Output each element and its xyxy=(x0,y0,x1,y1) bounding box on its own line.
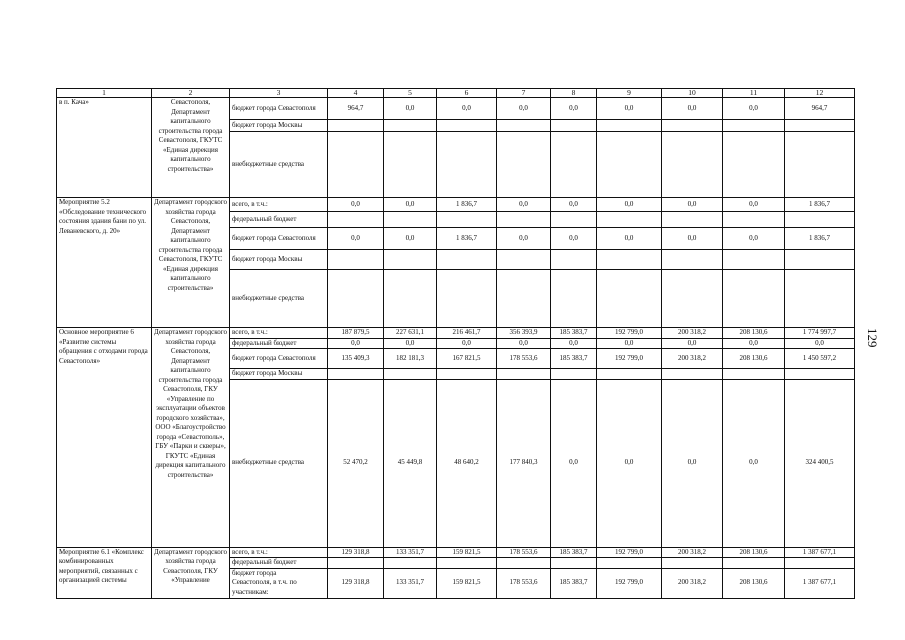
value-cell: 0,0 xyxy=(597,198,662,212)
executor-cell: Департамент городского хозяйства города Севастополя, ГКУ «Управление xyxy=(152,547,230,598)
value-cell: 0,0 xyxy=(551,338,597,349)
funding-source: бюджет города Севастополя xyxy=(230,98,328,120)
value-cell: 0,0 xyxy=(437,338,497,349)
value-cell: 0,0 xyxy=(497,98,551,120)
funding-source: федеральный бюджет xyxy=(230,212,328,228)
activity-name: Мероприятие 5.2 «Обследование технического состояния здания бани по ул. Леваневского, д. 20» xyxy=(57,198,152,328)
value-cell: 0,0 xyxy=(551,228,597,250)
activity-name: Основное мероприятие 6 «Развитие системы обращения с отходами города Севастополя» xyxy=(57,328,152,548)
value-cell: 0,0 xyxy=(597,338,662,349)
value-cell: 0,0 xyxy=(662,228,723,250)
value-cell: 0,0 xyxy=(723,228,785,250)
value-cell: 200 318,2 xyxy=(662,328,723,339)
value-cell: 0,0 xyxy=(662,379,723,547)
value-cell: 0,0 xyxy=(662,98,723,120)
column-number: 12 xyxy=(785,89,855,98)
value-cell: 159 821,5 xyxy=(437,568,497,598)
value-cell: 0,0 xyxy=(662,338,723,349)
value-cell: 964,7 xyxy=(328,98,384,120)
value-cell: 0,0 xyxy=(723,98,785,120)
funding-source: бюджет города Севастополя xyxy=(230,349,328,369)
budget-table xyxy=(56,88,855,599)
value-cell: 356 393,9 xyxy=(497,328,551,339)
value-cell: 178 553,6 xyxy=(497,568,551,598)
value-cell: 185 383,7 xyxy=(551,328,597,339)
value-cell: 159 821,5 xyxy=(437,547,497,558)
column-number: 2 xyxy=(152,89,230,98)
value-cell: 192 799,0 xyxy=(597,349,662,369)
value-cell: 192 799,0 xyxy=(597,328,662,339)
funding-source: внебюджетные средства xyxy=(230,132,328,198)
value-cell: 200 318,2 xyxy=(662,349,723,369)
funding-label: бюджет города xyxy=(232,568,277,577)
table-row xyxy=(57,328,855,339)
value-cell: 182 181,3 xyxy=(384,349,437,369)
activity-name: Мероприятие 6.1 «Комплекс комбинированных мероприятий, связанных с организацией системы xyxy=(57,547,152,598)
value-cell: 216 461,7 xyxy=(437,328,497,339)
value-cell: 1 387 677,1 xyxy=(785,568,855,598)
value-cell: 0,0 xyxy=(597,228,662,250)
column-number: 11 xyxy=(723,89,785,98)
value-cell: 178 553,6 xyxy=(497,349,551,369)
value-cell: 0,0 xyxy=(328,198,384,212)
funding-label: Севастополя, в т.ч. по участникам: xyxy=(232,578,297,596)
value-cell: 185 383,7 xyxy=(551,568,597,598)
value-cell: 200 318,2 xyxy=(662,568,723,598)
value-cell: 167 821,5 xyxy=(437,349,497,369)
value-cell: 187 879,5 xyxy=(328,328,384,339)
value-cell: 0,0 xyxy=(328,228,384,250)
executor-cell: Департамент городского хозяйства города Севастополя, Департамент капитального строительства города Севастополя, ГКУ «Управление по эксплуатации объектов городского хозяйства», ООО «Благоустройство города «Севастополь», ГБУ «Парки и скверы», ГКУТС «Единая дирекция капитального строительства» xyxy=(152,328,230,548)
value-cell: 208 130,6 xyxy=(723,547,785,558)
funding-source: всего, в т.ч.: xyxy=(230,547,328,558)
value-cell: 0,0 xyxy=(597,379,662,547)
value-cell: 178 553,6 xyxy=(497,547,551,558)
column-number: 10 xyxy=(662,89,723,98)
value-cell: 1 836,7 xyxy=(785,228,855,250)
column-number: 6 xyxy=(437,89,497,98)
value-cell: 0,0 xyxy=(384,98,437,120)
value-cell: 0,0 xyxy=(785,338,855,349)
table-row xyxy=(57,98,855,120)
value-cell: 1 387 677,1 xyxy=(785,547,855,558)
value-cell: 0,0 xyxy=(437,98,497,120)
table-row xyxy=(57,198,855,212)
column-number: 1 xyxy=(57,89,152,98)
value-cell: 133 351,7 xyxy=(384,547,437,558)
funding-source: внебюджетные средства xyxy=(230,379,328,547)
value-cell: 52 470,2 xyxy=(328,379,384,547)
value-cell: 0,0 xyxy=(497,198,551,212)
column-number: 5 xyxy=(384,89,437,98)
value-cell: 129 318,8 xyxy=(328,568,384,598)
funding-source: внебюджетные средства xyxy=(230,270,328,328)
funding-source: всего, в т.ч.: xyxy=(230,198,328,212)
value-cell: 0,0 xyxy=(723,379,785,547)
value-cell: 1 836,7 xyxy=(437,198,497,212)
value-cell: 192 799,0 xyxy=(597,547,662,558)
value-cell: 208 130,6 xyxy=(723,568,785,598)
value-cell: 0,0 xyxy=(551,379,597,547)
funding-source xyxy=(230,568,328,598)
value-cell: 208 130,6 xyxy=(723,349,785,369)
value-cell: 0,0 xyxy=(497,338,551,349)
column-number-row xyxy=(57,89,855,98)
column-number: 3 xyxy=(230,89,328,98)
activity-name: в п. Кача» xyxy=(57,98,152,198)
value-cell: 0,0 xyxy=(597,98,662,120)
funding-source: федеральный бюджет xyxy=(230,338,328,349)
value-cell: 0,0 xyxy=(384,198,437,212)
value-cell: 1 450 597,2 xyxy=(785,349,855,369)
column-number: 4 xyxy=(328,89,384,98)
funding-source: бюджет города Севастополя xyxy=(230,228,328,250)
column-number: 7 xyxy=(497,89,551,98)
value-cell: 200 318,2 xyxy=(662,547,723,558)
value-cell: 0,0 xyxy=(551,198,597,212)
value-cell: 1 836,7 xyxy=(437,228,497,250)
executor-cell: Севастополя, Департамент капитального строительства города Севастополя, ГКУТС «Единая дирекция капитального строительства» xyxy=(152,98,230,198)
column-number: 8 xyxy=(551,89,597,98)
value-cell: 135 409,3 xyxy=(328,349,384,369)
funding-source: бюджет города Москвы xyxy=(230,120,328,132)
value-cell: 48 640,2 xyxy=(437,379,497,547)
value-cell: 1 774 997,7 xyxy=(785,328,855,339)
executor-cell: Департамент городского хозяйства города Севастополя, Департамент капитального строительства города Севастополя, ГКУТС «Единая дирекция капитального строительства» xyxy=(152,198,230,328)
value-cell: 185 383,7 xyxy=(551,547,597,558)
value-cell: 1 836,7 xyxy=(785,198,855,212)
funding-source: бюджет города Москвы xyxy=(230,369,328,380)
value-cell: 324 400,5 xyxy=(785,379,855,547)
funding-source: всего, в т.ч.: xyxy=(230,328,328,339)
table-row xyxy=(57,547,855,558)
value-cell: 0,0 xyxy=(384,338,437,349)
value-cell: 227 631,1 xyxy=(384,328,437,339)
value-cell: 0,0 xyxy=(384,228,437,250)
value-cell: 133 351,7 xyxy=(384,568,437,598)
column-number: 9 xyxy=(597,89,662,98)
value-cell: 0,0 xyxy=(328,338,384,349)
value-cell: 192 799,0 xyxy=(597,568,662,598)
value-cell: 185 383,7 xyxy=(551,349,597,369)
value-cell: 208 130,6 xyxy=(723,328,785,339)
value-cell: 45 449,8 xyxy=(384,379,437,547)
value-cell: 0,0 xyxy=(662,198,723,212)
value-cell: 0,0 xyxy=(497,228,551,250)
value-cell: 129 318,8 xyxy=(328,547,384,558)
funding-source: бюджет города Москвы xyxy=(230,250,328,270)
value-cell: 0,0 xyxy=(723,198,785,212)
page-number: 129 xyxy=(865,328,880,348)
value-cell: 177 840,3 xyxy=(497,379,551,547)
value-cell: 0,0 xyxy=(551,98,597,120)
funding-source: федеральный бюджет xyxy=(230,558,328,569)
value-cell: 0,0 xyxy=(723,338,785,349)
value-cell: 964,7 xyxy=(785,98,855,120)
